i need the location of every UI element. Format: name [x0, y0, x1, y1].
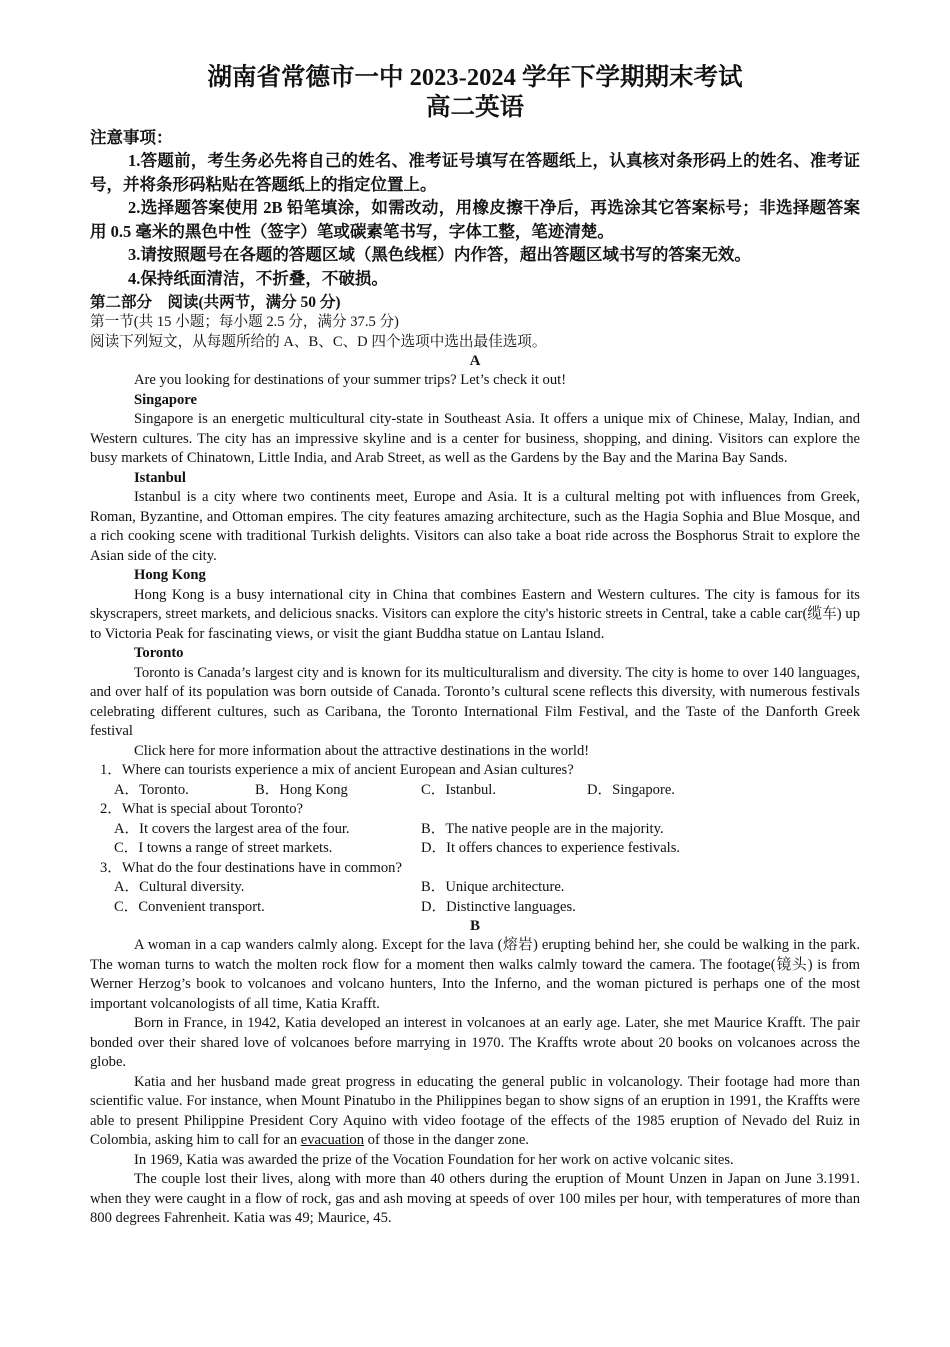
- destination-text: Istanbul is a city where two continents meet, Europe and Asia. It is a cultural melting pot with influences from Greek, Roman, Byzantine, and Ottoman empires. The city features amazing architecture, such as the Hagia Sophia and Blue Mosque, and a rich cooking scene with traditional Turkish delights. Visitors can also take a boat ride across the Bosphorus Strait to explore the Asian side of the city.: [90, 489, 860, 564]
- notice-section: [90, 127, 860, 290]
- question-block: [90, 800, 860, 859]
- passage-paragraph: [90, 1073, 860, 1151]
- option-b: B．The native people are in the majority.: [421, 820, 664, 837]
- destination-name: Hong Kong: [134, 567, 206, 583]
- passage-intro: Are you looking for destinations of your summer trips? Let’s check it out!: [134, 372, 567, 388]
- section-heading: 第一节(共 15 小题；每小题 2.5 分，满分 37.5 分): [90, 314, 399, 330]
- passage-b: [90, 917, 860, 1229]
- passage-paragraph: In 1969, Katia was awarded the prize of the Vocation Foundation for her work on active volcanic sites.: [134, 1151, 734, 1168]
- destination-name: Toronto: [134, 645, 184, 661]
- exam-subtitle: 高二英语: [426, 94, 524, 121]
- destination-name: Singapore: [134, 391, 197, 408]
- option-b: B．Unique architecture.: [421, 879, 565, 895]
- exam-title: 湖南省常德市一中 2023-2024 学年下学期期末考试: [207, 64, 743, 91]
- section-instruction: 阅读下列短文，从每题所给的 A、B、C、D 四个选项中选出最佳选项。: [90, 333, 547, 350]
- passage-closing: Click here for more information about the attractive destinations in the world!: [134, 742, 590, 759]
- option-c: C．Istanbul.: [421, 781, 496, 798]
- option-d: D．Distinctive languages.: [421, 898, 576, 915]
- passage-paragraph: A woman in a cap wanders calmly along. Except for the lava (熔岩) erupting behind her, she could be walking in the park. The woman turns to watch the molten rock flow for a moment then walks calmly toward the camera. The footage(镜头) is from Werner Herzog’s book to volcanoes and volcano hunters, Into the Inferno, and the woman pictured is perhaps one of the most important volcanologists of all time, Katia Krafft.: [90, 937, 860, 1012]
- question-stem: 3．What do the four destinations have in common?: [100, 859, 402, 876]
- notice-heading: 注意事项：: [90, 128, 173, 147]
- passage-letter: B: [469, 918, 480, 934]
- option-a: A．Cultural diversity.: [114, 879, 245, 895]
- paragraph-text: Katia and her husband made great progress in educating the general public in volcanology. Their footage had more than scientific value. For instance, when Mount Pinatubo in the Philippines began to show signs of an eruption in 1991, the Kraffts were able to present Philippine President Cory Aquino with video footage of the effects of the 1985 eruption of Nevado del Ruiz in Colombia, asking him to call for an: [90, 1073, 860, 1148]
- option-row: [90, 878, 860, 898]
- notice-item: 3.请按照题号在各题的答题区域（黑色线框）内作答，超出答题区域书写的答案无效。: [128, 245, 751, 264]
- option-a: A．Toronto.: [114, 781, 189, 798]
- notice-item: 4.保持纸面清洁，不折叠，不破损。: [128, 268, 388, 288]
- passage-a: [90, 352, 860, 917]
- passage-letter: A: [469, 353, 481, 369]
- passage-paragraph: Born in France, in 1942, Katia developed an interest in volcanoes at an early age. Later, she met Maurice Krafft. The pair bonded over their shared love of volcanoes before marrying in 1970. The Kraffts wrote about 20 books on volcanoes across the globe.: [90, 1015, 860, 1070]
- passage-paragraph: The couple lost their lives, along with more than 40 others during the eruption of Mount Unzen in Japan on June 3.1991. when they were caught in a flow of rock, gas and ash moving at speeds of over 100 miles per hour, with temperatures of more than 800 degrees Fahrenheit. Katia was 49; Maurice, 45.: [90, 1171, 860, 1226]
- option-row: [90, 781, 860, 801]
- question-stem: 1．Where can tourists experience a mix of ancient European and Asian cultures?: [100, 762, 574, 778]
- option-d: D．Singapore.: [587, 781, 675, 798]
- notice-item: 2.选择题答案使用 2B 铅笔填涂，如需改动，用橡皮擦干净后，再选涂其它答案标号；非选择题答案用 0.5 毫米的黑色中性（签字）笔或碳素笔书写，字体工整，笔迹清楚。: [90, 198, 860, 241]
- option-d: D．It offers chances to experience festivals.: [421, 840, 681, 856]
- part-heading: 第二部分 阅读(共两节，满分 50 分): [90, 294, 341, 311]
- question-block: [90, 859, 860, 918]
- option-b: B．Hong Kong: [255, 781, 348, 798]
- option-row: [90, 839, 860, 859]
- notice-item: 1.答题前，考生务必先将自己的姓名、准考证号填写在答题纸上，认真核对条形码上的姓名、准考证号，并将条形码粘贴在答题纸上的指定位置上。: [90, 151, 860, 194]
- question-block: [90, 761, 860, 800]
- option-a: A．It covers the largest area of the four.: [114, 820, 350, 837]
- question-stem: 2．What is special about Toronto?: [100, 801, 303, 817]
- destination-text: Hong Kong is a busy international city in China that combines Eastern and Western cultures. The city is famous for its skyscrapers, street markets, and delicious snacks. Visitors can explore the city's historic streets in Central, take a cable car(缆车) up to Victoria Peak for fascinating views, or visit the giant Buddha statue on Lantau Island.: [90, 586, 860, 642]
- destination-text: Singapore is an energetic multicultural city-state in Southeast Asia. It offers a unique mix of Chinese, Malay, Indian, and Western cultures. The city has an impressive skyline and is a center for business, shopping, and dining. Visitors can explore the busy markets of Chinatown, Little India, and Arab Street, as well as the Gardens by the Bay and the Marina Bay Sands.: [90, 411, 860, 466]
- destination-text: Toronto is Canada’s largest city and is known for its multiculturalism and diversity. The city is home to over 140 languages, and over half of its population was born outside of Canada. Toronto’s cultural scene reflects this diversity, with numerous festivals celebrating different cultures, such as Caribana, the Toronto International Film Festival, and the Taste of the Danforth Greek festival: [90, 664, 860, 739]
- option-c: C．Convenient transport.: [114, 898, 265, 915]
- option-row: [90, 820, 860, 840]
- paragraph-text: of those in the danger zone.: [367, 1132, 529, 1148]
- destination-name: Istanbul: [134, 469, 186, 486]
- underlined-word: evacuation: [300, 1132, 364, 1148]
- option-row: [90, 898, 860, 918]
- option-c: C．I towns a range of street markets.: [114, 840, 333, 856]
